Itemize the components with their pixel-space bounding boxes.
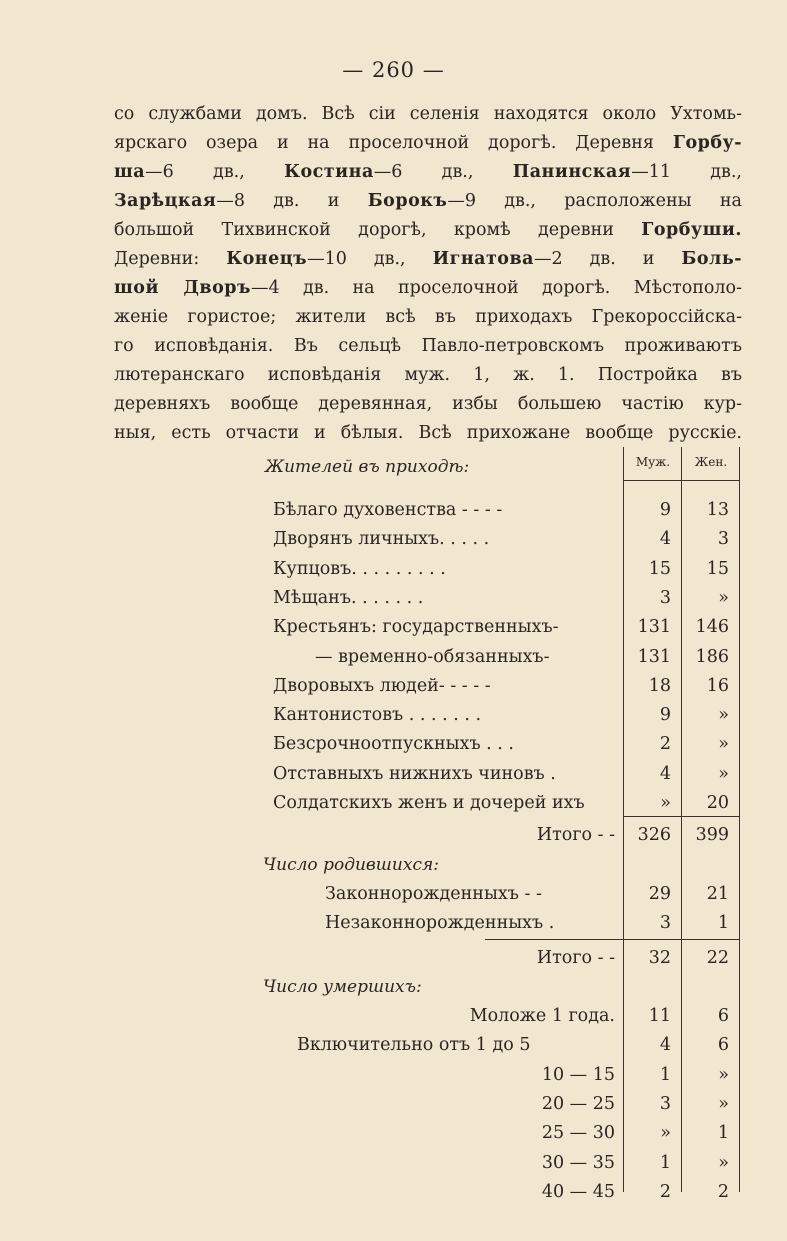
text-segment: —6 дв., <box>373 162 513 182</box>
female-count: 22 <box>706 947 729 968</box>
male-count: 29 <box>648 883 671 904</box>
male-count: 4 <box>659 1035 671 1056</box>
female-count: » <box>718 1094 729 1114</box>
row-label: Дворянъ личныхъ. . . . . <box>273 529 490 550</box>
text-segment: ныя, есть отчасти и бѣлыя. Всѣ прихожане вообще русскіе. <box>114 423 742 443</box>
text-segment: лютеранскаго исповѣданія муж. 1, ж. 1. Постройка въ <box>114 365 742 385</box>
text-line <box>114 361 742 390</box>
female-count: » <box>718 763 729 784</box>
female-count: » <box>718 734 729 755</box>
female-count: » <box>718 587 729 608</box>
text-segment: —4 дв. на проселочной дорогѣ. Мѣстополо- <box>250 278 742 298</box>
place-name: шой Дворъ <box>114 278 251 298</box>
text-segment: —10 дв., <box>307 249 433 269</box>
row-label: 10 — 15 <box>541 1064 615 1085</box>
female-count: 146 <box>695 617 729 638</box>
header-rule <box>623 480 739 481</box>
place-name: Панинская <box>512 162 632 182</box>
text-line <box>114 303 742 332</box>
text-segment: —9 дв., расположены на <box>447 191 742 211</box>
male-count: 326 <box>637 825 671 846</box>
female-count: » <box>718 705 729 726</box>
text-segment: ярскаго озера и на проселочной дорогѣ. Деревня <box>114 133 673 153</box>
place-name: Горбуши. <box>641 220 742 240</box>
row-label: 30 — 35 <box>541 1152 615 1173</box>
place-name: Игнатова <box>432 249 534 269</box>
female-count: 186 <box>695 646 729 667</box>
text-segment: го исповѣданія. Въ сельцѣ Павло-петровскомъ проживаютъ <box>114 336 742 356</box>
male-count: 9 <box>659 500 671 520</box>
male-count: 131 <box>637 646 671 667</box>
row-label: Дворовыхъ людей- - - - - <box>273 675 491 696</box>
male-count: 11 <box>648 1006 671 1027</box>
row-label: Кантонистовъ . . . . . . . <box>273 705 482 726</box>
text-segment: —6 дв., <box>145 162 285 182</box>
male-count: 2 <box>659 1181 671 1202</box>
female-count: 399 <box>695 825 729 846</box>
text-segment: деревняхъ вообще деревянная, избы большею частію кур- <box>114 394 742 414</box>
place-name: ша <box>114 162 146 182</box>
male-count: 15 <box>648 558 671 579</box>
place-name: Борокъ <box>367 191 448 211</box>
row-label: Отставныхъ нижнихъ чиновъ . <box>273 763 556 784</box>
row-label: Солдатскихъ женъ и дочерей ихъ <box>273 793 585 813</box>
text-line <box>114 274 742 303</box>
row-label: Незаконнорожденныхъ . <box>325 913 555 934</box>
male-count: 18 <box>648 675 671 696</box>
place-name: Горбу- <box>672 133 742 153</box>
text-segment: —8 дв. и <box>216 191 368 211</box>
female-count: 16 <box>706 675 729 696</box>
male-count: 131 <box>637 617 671 638</box>
female-count: 2 <box>717 1181 729 1202</box>
row-label: Итого - - <box>536 947 615 968</box>
section-label: Число умершихъ: <box>263 976 422 997</box>
place-name: Боль- <box>681 249 742 269</box>
place-name: Зарѣцкая <box>114 191 217 211</box>
text-segment: —2 дв. и <box>533 249 682 269</box>
residents-header: Жителей въ приходѣ: <box>265 457 470 477</box>
text-segment: женіе гористое; жители всѣ въ приходахъ Грекороссійска- <box>114 307 742 327</box>
male-count: 32 <box>648 947 671 968</box>
text-segment: Деревни: <box>114 249 227 269</box>
section-label: Число родившихся: <box>263 854 439 875</box>
row-label: Моложе 1 года. <box>469 1006 615 1027</box>
total-rule <box>485 939 739 940</box>
male-count: 4 <box>659 529 671 550</box>
text-segment: большой Тихвинской дорогѣ, кромѣ деревни <box>114 220 642 240</box>
male-count: 1 <box>659 1064 671 1085</box>
female-count: 3 <box>717 529 729 550</box>
male-count: 1 <box>659 1152 671 1173</box>
row-label: Крестьянъ: государственныхъ- <box>273 617 559 638</box>
female-count: 21 <box>706 883 729 904</box>
column-header-male: Муж. <box>635 455 671 469</box>
body-paragraph <box>114 100 742 448</box>
row-label: Итого - - <box>536 825 615 846</box>
page-number: — 260 — <box>342 58 445 82</box>
female-count: 6 <box>717 1006 729 1027</box>
place-name: Костина <box>284 162 374 182</box>
female-count: 20 <box>706 793 729 813</box>
male-count: » <box>660 793 671 813</box>
row-label: Купцовъ. . . . . . . . . <box>273 558 446 579</box>
row-label: Бѣлаго духовенства - - - - <box>273 500 503 520</box>
male-count: » <box>660 1123 671 1144</box>
text-line <box>114 332 742 361</box>
row-label: — временно-обязанныхъ- <box>315 646 550 667</box>
column-header-female: Жен. <box>694 455 728 469</box>
column-divider <box>739 447 740 1192</box>
text-line <box>114 187 742 216</box>
row-label: 40 — 45 <box>541 1181 615 1202</box>
female-count: » <box>718 1064 729 1085</box>
text-segment: со службами домъ. Всѣ сіи селенія находятся около Ухтомь- <box>114 104 742 124</box>
text-segment: —11 дв., <box>631 162 742 182</box>
row-label: 20 — 25 <box>541 1094 615 1114</box>
row-label: 25 — 30 <box>541 1123 615 1144</box>
text-line <box>114 390 742 419</box>
female-count: 15 <box>706 558 729 579</box>
male-count: 2 <box>659 734 671 755</box>
total-rule <box>623 816 739 817</box>
text-line <box>114 216 742 245</box>
text-line <box>114 245 742 274</box>
row-label: Безсрочноотпускныхъ . . . <box>273 734 514 755</box>
place-name: Конецъ <box>226 249 308 269</box>
female-count: 13 <box>706 500 729 520</box>
female-count: 6 <box>717 1035 729 1056</box>
male-count: 3 <box>659 587 671 608</box>
female-count: » <box>718 1152 729 1173</box>
male-count: 4 <box>659 763 671 784</box>
row-label: Включительно отъ 1 до 5 <box>297 1035 531 1056</box>
text-line <box>114 419 742 448</box>
female-count: 1 <box>717 1123 729 1144</box>
text-line <box>114 158 742 187</box>
row-label: Законнорожденныхъ - - <box>325 883 542 904</box>
text-line <box>114 129 742 158</box>
female-count: 1 <box>717 913 729 934</box>
male-count: 3 <box>659 913 671 934</box>
statistics-table <box>255 447 745 1207</box>
text-line <box>114 100 742 129</box>
row-label: Мѣщанъ. . . . . . . <box>273 587 424 608</box>
male-count: 9 <box>659 705 671 726</box>
male-count: 3 <box>659 1094 671 1114</box>
